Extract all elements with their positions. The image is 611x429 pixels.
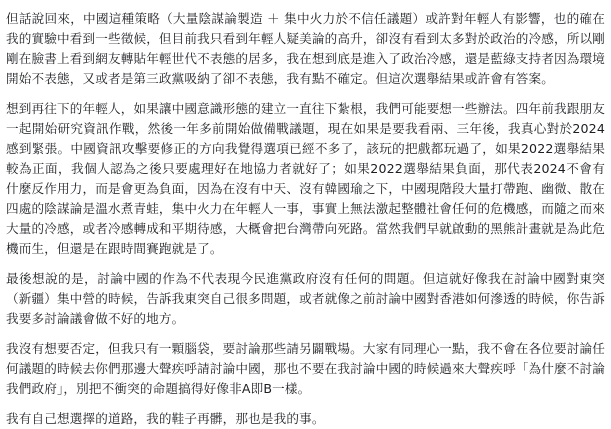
post-paragraph-3: 最後想說的是，討論中國的作為不代表現今民進黨政府沒有任何的問題。但這就好像我在討論中國對東突（新疆）集中營的時候，告訴我東突自己很多問題，或者就像之前討論中國對香港如何滲透的時候，你告訴我要多討論議會做不好的地方。 xyxy=(6,271,605,326)
post-paragraph-2: 想到再往下的年輕人，如果讓中國意識形態的建立一直往下紮根，我們可能要想一些辦法。四年前我跟朋友一起開始研究資訊作戰，然後一年多前開始做備戰議題，現在如果是要我看兩、三年後，我真心對於2024感到緊張。中國資訊攻擊要修正的方向我覺得選項已經不多了，該玩的把戲都玩過了，如果2022選舉結果較為正面，我個人認為之後只要處理好在地協力者就好了；如果2022選舉結果負面，那代表2024不會有什麼反作用力，而是會更為負面，因為在沒有中天、沒有韓國瑜之下，中國現階段大量打帶跑、幽微、散在四處的陰謀論是溫水煮青蛙，集中火力在年輕人一事，事實上無法激起整體社會任何的危機感，而隨之而來大量的冷感，或者冷感轉成和平期待感，大概會把台灣帶向死路。當然我們早就啟動的黑熊計畫就是為此危機而生，但還是在跟時間賽跑就是了。 xyxy=(6,101,605,256)
post-paragraph-1: 但話說回來，中國這種策略（大量陰謀論製造 ＋ 集中火力於不信任議題）或許對年輕人有影響，也的確在我的實驗中看到一些徵候，但目前我只看到年輕人疑美論的高升，卻沒有看到太多對於政治的冷感，所以剛剛在臉書上看到網友轉貼年輕世代不表態的居多，我在想到底是進入了政治冷感，還是藍綠支持者因為環境開始不表態，又或者是第三政黨吸納了卻不表態，我有點不確定。但這次選舉結果或許會有答案。 xyxy=(6,11,605,86)
post-paragraph-5: 我有自己想選擇的道路，我的鞋子再髒，那也是我的事。 xyxy=(6,411,325,426)
post-paragraph-4: 我沒有想要否定，但我只有一顆腦袋，要討論那些請另闢戰場。大家有同理心一點，我不會在各位要討論任何議題的時候去你們那邊大聲疾呼請討論中國，那也不要在我討論中國的時候過來大聲疾呼「為什麼不討論我們政府」，別把不衝突的命題搞得好像非A即B一樣。 xyxy=(6,341,605,396)
